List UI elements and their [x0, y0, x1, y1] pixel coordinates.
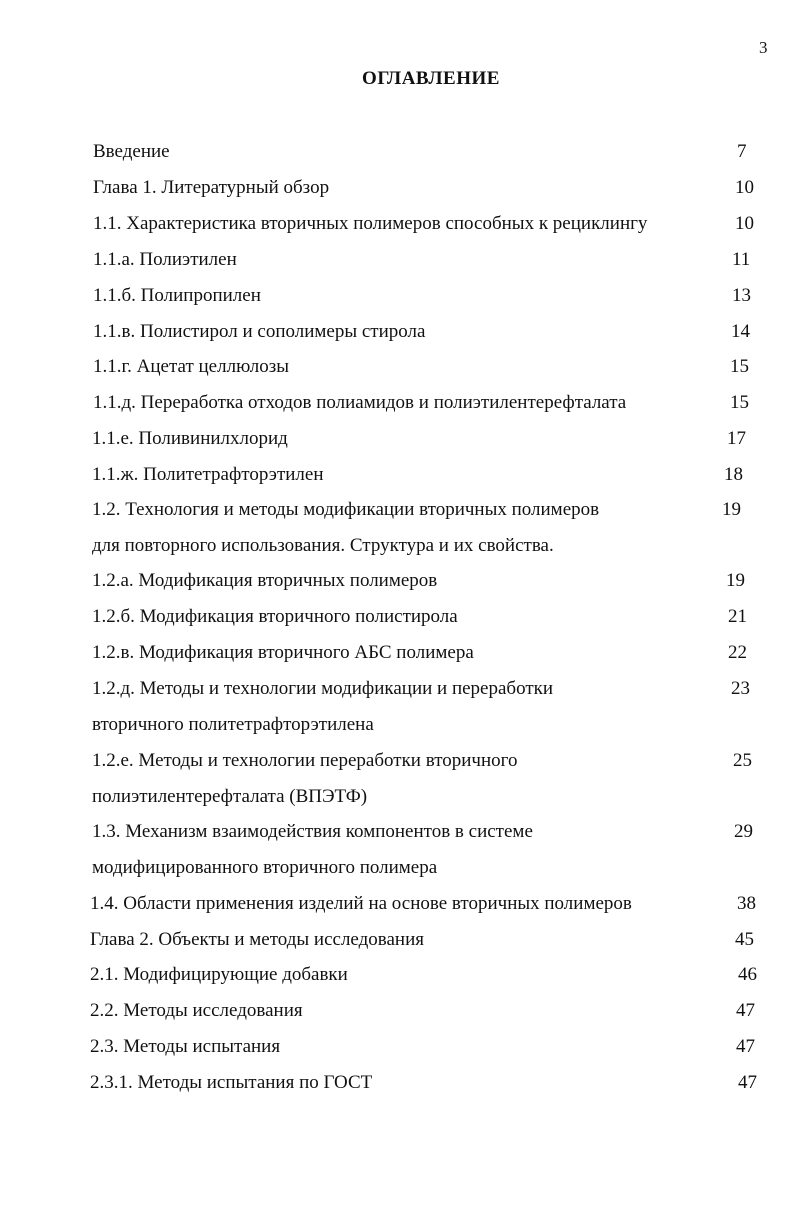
- toc-entry-text: 1.1.д. Переработка отходов полиамидов и полиэтилентерефталата: [93, 392, 627, 413]
- toc-entry-page: 19: [726, 570, 745, 591]
- toc-entry-text: 1.4. Области применения изделий на основе вторичных полимеров: [90, 893, 632, 914]
- toc-entry-text: 1.1.б. Полипропилен: [93, 285, 261, 306]
- toc-entry-text: 2.1. Модифицирующие добавки: [90, 964, 348, 985]
- toc-entry-text: 1.2.е. Методы и технологии переработки вторичного: [92, 750, 518, 771]
- toc-entry-text: 2.3.1. Методы испытания по ГОСТ: [90, 1072, 373, 1093]
- toc-entry-text: 1.1.в. Полистирол и сополимеры стирола: [93, 321, 426, 342]
- page-number: 3: [759, 38, 768, 57]
- toc-entry-text: Глава 1. Литературный обзор: [93, 177, 330, 198]
- toc-entry-text: 1.2.в. Модификация вторичного АБС полимера: [92, 642, 474, 663]
- toc-entry-page: 18: [724, 464, 743, 485]
- toc-entry-page: 15: [730, 392, 749, 413]
- toc-entry-text: 1.1.е. Поливинилхлорид: [92, 428, 288, 449]
- toc-entry-page: 10: [735, 177, 754, 198]
- toc-entry-page: 13: [732, 285, 751, 306]
- toc-entry-text: 1.2.д. Методы и технологии модификации и переработки: [92, 678, 554, 699]
- toc-entry-text: модифицированного вторичного полимера: [92, 857, 438, 878]
- toc-entry-page: 7: [737, 141, 747, 162]
- toc-entry-page: 25: [733, 750, 752, 771]
- toc-entry-page: 47: [738, 1072, 757, 1093]
- toc-entry-page: 22: [728, 642, 747, 663]
- toc-entry-page: 15: [730, 356, 749, 377]
- toc-entry-page: 47: [736, 1000, 755, 1021]
- toc-entry-text: вторичного политетрафторэтилена: [92, 714, 374, 735]
- toc-entry-text: 1.3. Механизм взаимодействия компонентов в системе: [92, 821, 533, 842]
- toc-entry-text: 2.2. Методы исследования: [90, 1000, 303, 1021]
- toc-entry-page: 45: [735, 929, 754, 950]
- toc-entry-text: 1.1.г. Ацетат целлюлозы: [93, 356, 290, 377]
- toc-entry-text: 2.3. Методы испытания: [90, 1036, 281, 1057]
- toc-entry-text: 1.2.а. Модификация вторичных полимеров: [92, 570, 438, 591]
- toc-entry-text: Глава 2. Объекты и методы исследования: [90, 929, 425, 950]
- toc-entry-text: полиэтилентерефталата (ВПЭТФ): [92, 786, 368, 807]
- toc-entry-text: 1.1.ж. Политетрафторэтилен: [92, 464, 324, 485]
- toc-entry-page: 11: [732, 249, 751, 270]
- toc-entry-text: 1.1. Характеристика вторичных полимеров способных к рециклингу: [93, 213, 648, 234]
- toc-entry-text: Введение: [93, 141, 170, 162]
- toc-entry-page: 21: [728, 606, 747, 627]
- toc-entry-text: 1.2. Технология и методы модификации вторичных полимеров: [92, 499, 600, 520]
- toc-entry-page: 17: [727, 428, 746, 449]
- toc-entry-page: 19: [722, 499, 741, 520]
- toc-entry-text: 1.2.б. Модификация вторичного полистирола: [92, 606, 458, 627]
- page-title: ОГЛАВЛЕНИЕ: [362, 68, 500, 89]
- toc-entry-text: 1.1.а. Полиэтилен: [93, 249, 237, 270]
- toc-entry-page: 14: [731, 321, 750, 342]
- toc-entry-page: 46: [738, 964, 757, 985]
- toc-entry-text: для повторного использования. Структура и их свойства.: [92, 535, 554, 556]
- toc-entry-page: 38: [737, 893, 756, 914]
- toc-entry-page: 10: [735, 213, 754, 234]
- toc-entry-page: 47: [736, 1036, 755, 1057]
- toc-entry-page: 29: [734, 821, 753, 842]
- toc-entry-page: 23: [731, 678, 750, 699]
